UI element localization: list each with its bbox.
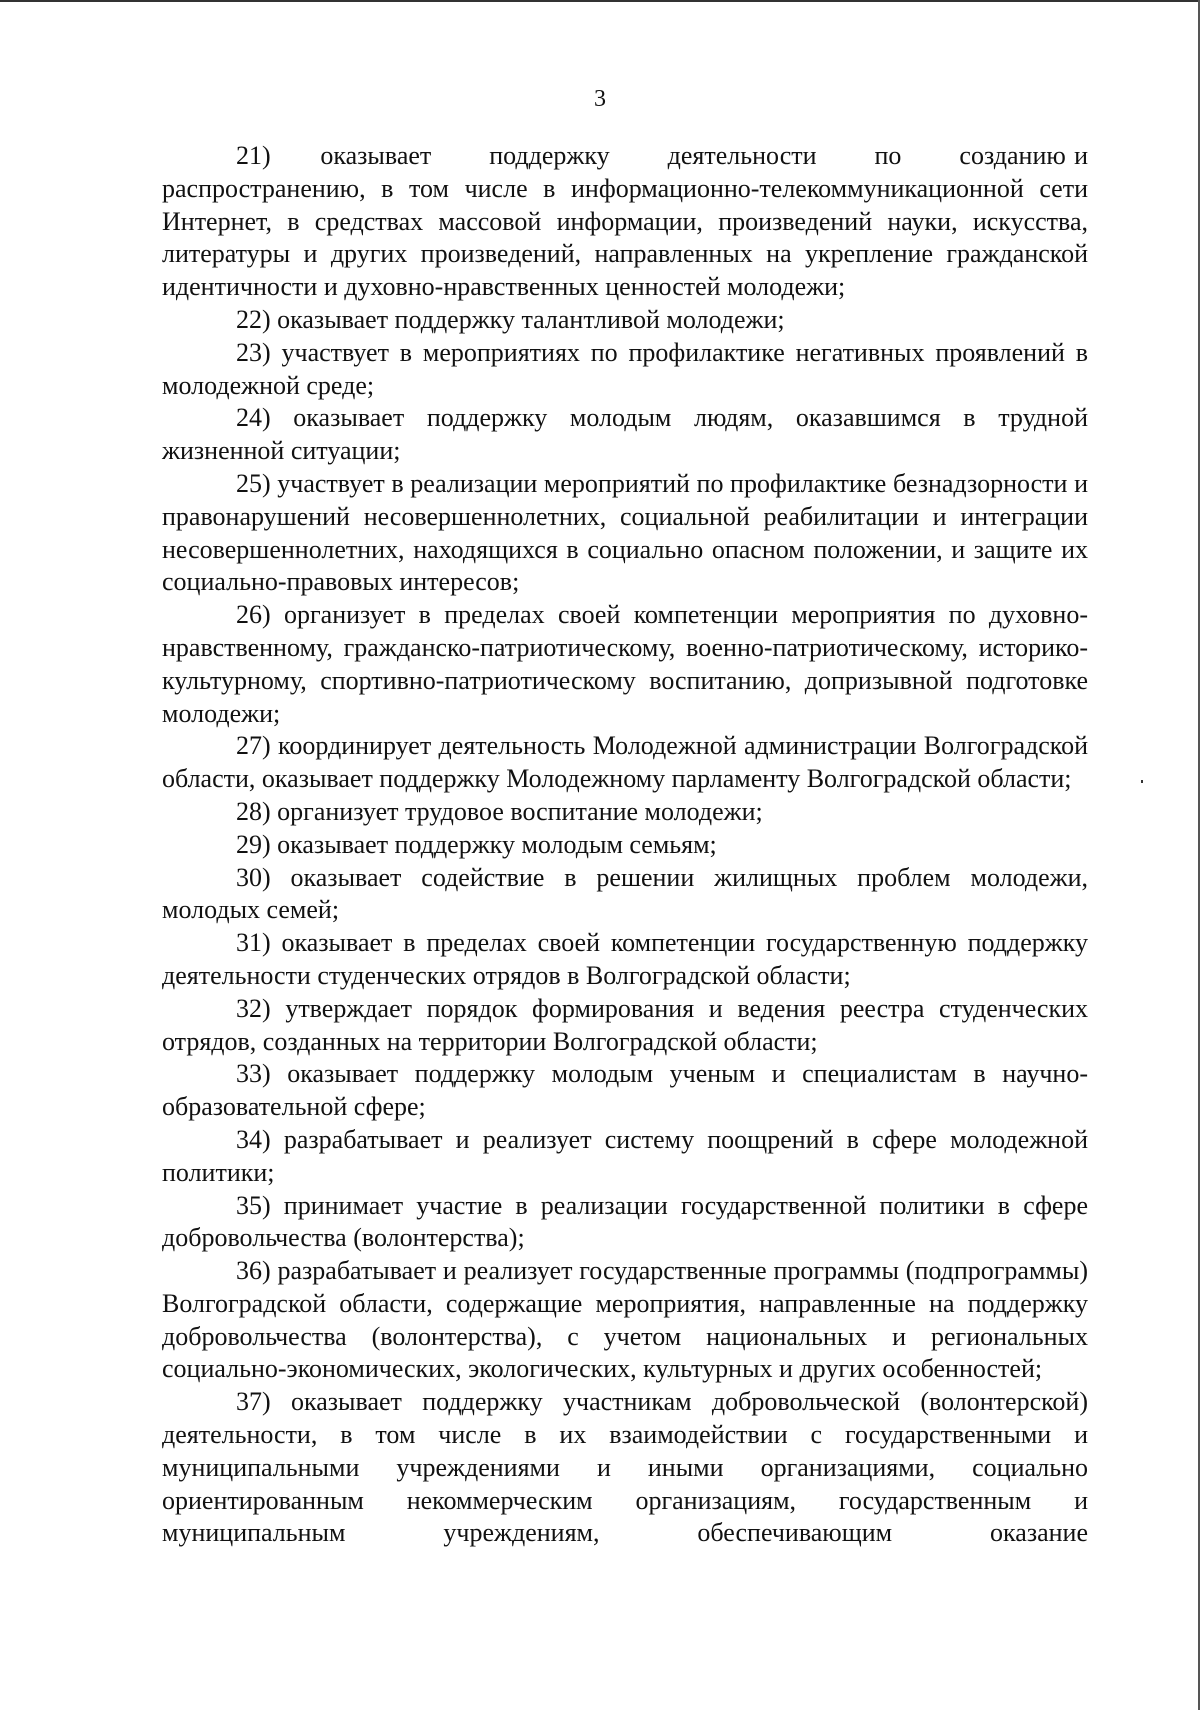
list-item-29: 29) оказывает поддержку молодым семьям; (236, 829, 717, 859)
scan-edge-top (0, 0, 1200, 2)
list-item-32: 32) утверждает порядок формирования и ведения реестра студенческих отрядов, созданных на территории Волгоградской области; (162, 993, 1088, 1056)
page-number: 3 (594, 86, 606, 112)
list-item-33: 33) оказывает поддержку молодым ученым и специалистам в научно-образовательной сфере; (162, 1059, 1088, 1122)
list-item-37: 37) оказывает поддержку участникам добровольческой (волонтерской) деятельности, в том числе в их взаимодействии с государственными и муниципальными учреждениями и иными организациями, социально ориентированным некоммерческим организациям, государственным и муниципальным учреждениям, обеспечивающим оказание (162, 1387, 1088, 1548)
list-item-30: 30) оказывает содействие в решении жилищных проблем молодежи, молодых семей; (162, 862, 1088, 925)
document-body (162, 140, 1088, 1550)
list-item-24: 24) оказывает поддержку молодым людям, оказавшимся в трудной жизненной ситуации; (162, 403, 1088, 466)
scan-speck (1141, 780, 1143, 783)
list-item-31: 31) оказывает в пределах своей компетенции государственную поддержку деятельности студенческих отрядов в Волгоградской области; (162, 928, 1088, 990)
list-item-36: 36) разрабатывает и реализует государственные программы (подпрограммы) Волгоградской области, содержащие мероприятия, направленные на поддержку добровольчества (волонтерства), с учетом национальных и региональных социально-экономических, экологических, культурных и других особенностей; (162, 1256, 1088, 1384)
list-item-23: 23) участвует в мероприятиях по профилактике негативных проявлений в молодежной среде; (162, 337, 1088, 400)
list-item-26: 26) организует в пределах своей компетенции мероприятия по духовно-нравственному, гражданско-патриотическому, военно-патриотическому, историко-культурному, спортивно-патриотическому воспитанию, допризывной подготовке молодежи; (162, 600, 1088, 728)
list-item-22: 22) оказывает поддержку талантливой молодежи; (236, 304, 785, 334)
list-item-35: 35) принимает участие в реализации государственной политики в сфере добровольчества (волонтерства); (162, 1190, 1088, 1253)
list-item-21: 21) оказывает поддержку деятельности по созданию и распространению, в том числе в информационно-телекоммуникационной сети Интернет, в средствах массовой информации, произведений науки, искусства, литературы и других произведений, направленных на укрепление гражданской идентичности и духовно-нравственных ценностей молодежи; (162, 141, 1088, 302)
list-item-34: 34) разрабатывает и реализует систему поощрений в сфере молодежной политики; (162, 1124, 1088, 1187)
list-item-28: 28) организует трудовое воспитание молодежи; (236, 796, 763, 826)
list-item-25: 25) участвует в реализации мероприятий по профилактике безнадзорности и правонарушений несовершеннолетних, социальной реабилитации и интеграции несовершеннолетних, находящихся в социально опасном положении, и защите их социально-правовых интересов; (162, 468, 1088, 597)
list-item-27: 27) координирует деятельность Молодежной администрации Волгоградской области, оказывает поддержку Молодежному парламенту Волгоградской области; (162, 731, 1088, 794)
